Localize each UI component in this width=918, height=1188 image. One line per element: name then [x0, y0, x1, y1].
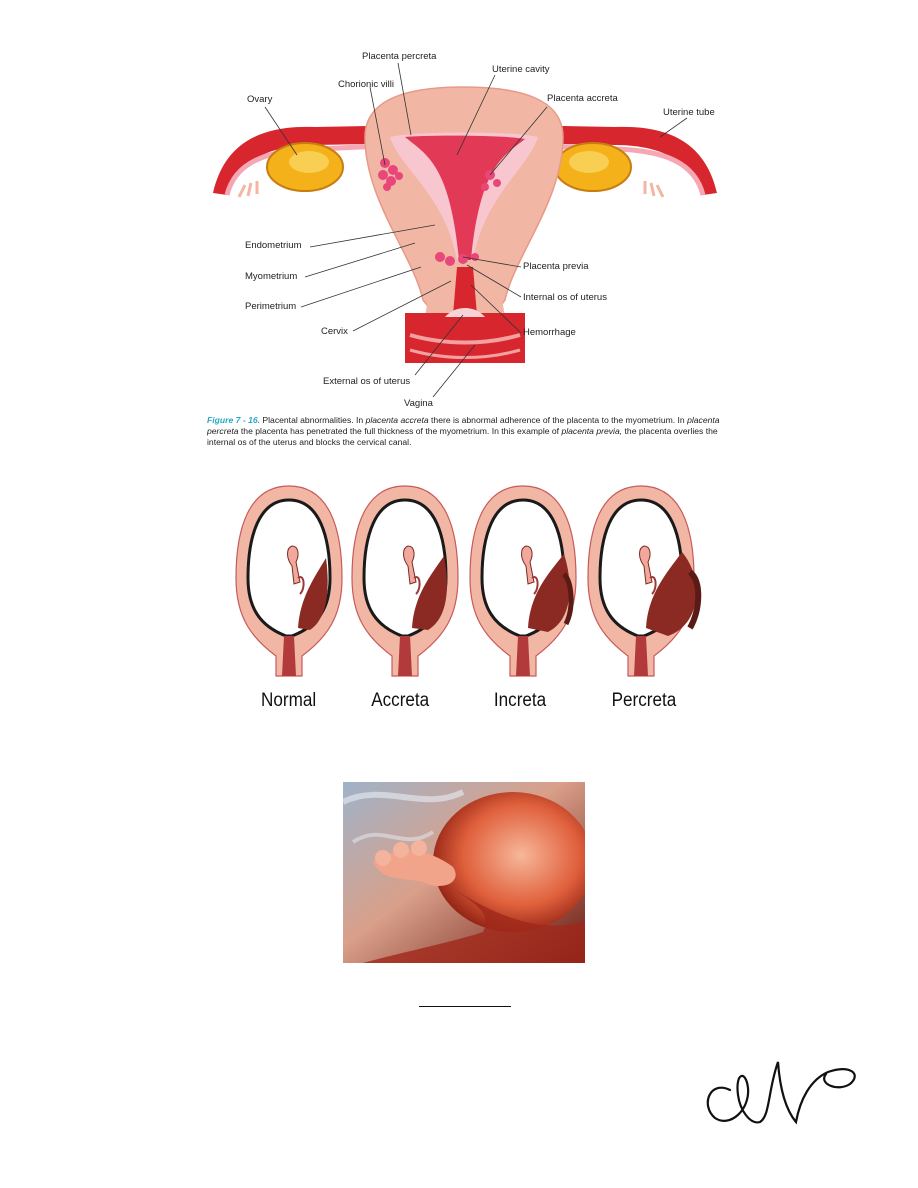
separator-rule [419, 1006, 511, 1007]
fetus-image [343, 782, 585, 963]
signature [700, 1050, 870, 1130]
figure-number: Figure 7 - 16. [207, 415, 261, 425]
label-endometrium: Endometrium [245, 240, 302, 251]
label-vagina: Vagina [404, 398, 433, 409]
placental-abnormalities-diagram [205, 45, 725, 410]
label-placenta-accreta: Placenta accreta [547, 93, 618, 104]
fetus-photo [343, 782, 585, 963]
label-uterine-cavity: Uterine cavity [492, 64, 550, 75]
label-myometrium: Myometrium [245, 271, 298, 282]
label-placenta-previa: Placenta previa [523, 261, 589, 272]
uterus-increta [470, 486, 576, 676]
label-hemorrhage: Hemorrhage [523, 327, 576, 338]
uterus-accreta [352, 486, 458, 676]
label-external-os: External os of uterus [323, 376, 411, 387]
uterus-normal [236, 486, 342, 676]
label-ovary: Ovary [247, 94, 273, 105]
stages-illustration [228, 478, 708, 688]
stage-label-accreta: Accreta [371, 690, 430, 711]
stage-label-normal: Normal [261, 690, 317, 711]
label-internal-os: Internal os of uterus [523, 292, 607, 303]
signature-mark [700, 1050, 870, 1130]
uterus-illustration [205, 45, 725, 410]
uterus-percreta [588, 486, 698, 676]
figure-caption: Figure 7 - 16. Placental abnormalities. In placenta accreta there is abnormal adherence of the placenta to the myometrium. In placenta percreta the placenta has penetrated the full thickness of the myometrium. In this example of placenta previa, the placenta overlies the internal os of the uterus and blocks the cervical canal. [207, 415, 720, 447]
label-perimetrium: Perimetrium [245, 301, 297, 312]
label-uterine-tube: Uterine tube [663, 107, 715, 118]
label-placenta-percreta: Placenta percreta [362, 51, 437, 62]
stage-label-percreta: Percreta [611, 690, 677, 711]
label-chorionic-villi: Chorionic villi [338, 79, 394, 90]
placenta-invasion-stages [228, 478, 708, 718]
label-cervix: Cervix [321, 326, 348, 337]
stage-label-increta: Increta [493, 690, 547, 711]
